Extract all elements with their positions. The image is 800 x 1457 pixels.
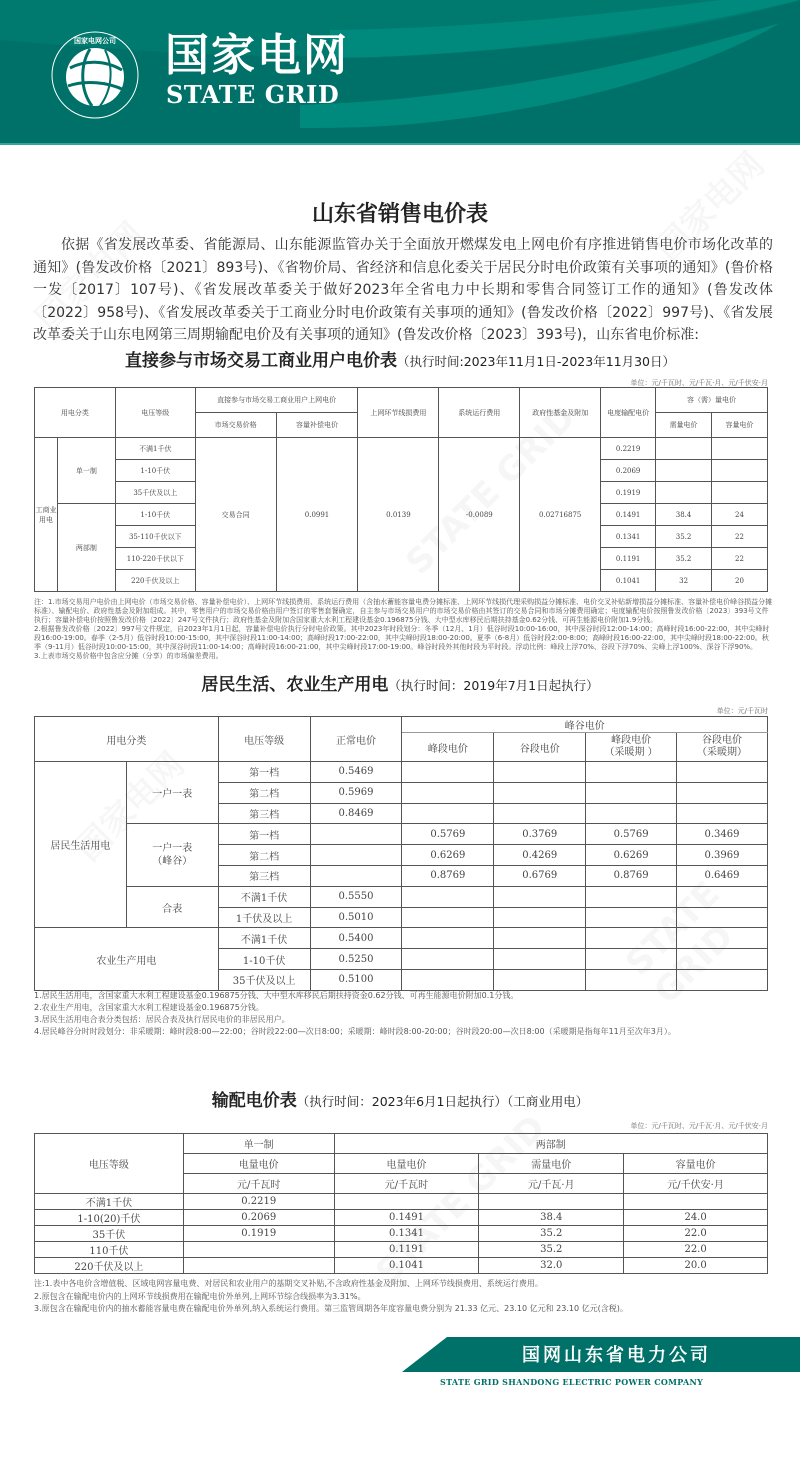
valley-cell: 0.3769 <box>494 824 586 845</box>
demand-cell: 32.0 <box>479 1258 624 1274</box>
transmission-cell: 0.1041 <box>601 570 656 592</box>
normal-cell: 0.5550 <box>310 886 402 907</box>
demand-cell: 35.2 <box>479 1242 624 1258</box>
capacity-cell: 22 <box>712 548 768 570</box>
peak-heating-cell <box>586 969 677 990</box>
header-peak: 峰段电价 <box>402 733 494 762</box>
single-cell: 0.1919 <box>183 1226 334 1242</box>
line-loss-cell: 0.0139 <box>358 438 439 592</box>
valley-heating-cell <box>677 762 768 783</box>
valley-heating-cell <box>677 782 768 803</box>
normal-cell: 0.5400 <box>310 928 402 949</box>
demand-cell: 35.2 <box>656 548 712 570</box>
table1-unit: 单位：元/千瓦时、元/千瓦·月、元/千伏安·月 <box>630 379 768 387</box>
peak-heating-cell <box>586 907 677 928</box>
header-gov-fund: 政府性基金及附加 <box>520 388 601 438</box>
demand-cell: 35.2 <box>479 1226 624 1242</box>
header-unit-kw-month: 元/千瓦·月 <box>479 1174 624 1194</box>
header-unit-kva-month: 元/千伏安·月 <box>624 1174 768 1194</box>
valley-cell <box>494 782 586 803</box>
table1-notes <box>34 598 774 661</box>
peak-cell <box>402 928 494 949</box>
table-row <box>35 438 768 460</box>
peak-cell <box>402 907 494 928</box>
table2-period: （执行时间：2019年7月1日起执行） <box>388 678 599 693</box>
table2-heading <box>0 670 800 695</box>
valley-cell <box>494 949 586 970</box>
voltage-cell: 不满1千伏 <box>35 1194 184 1210</box>
header-unit-kwh: 元/千瓦时 <box>183 1174 334 1194</box>
energy-cell <box>334 1194 479 1210</box>
header-demand: 需量电价 <box>479 1154 624 1174</box>
capacity-cell: 20 <box>712 570 768 592</box>
header-single-energy: 电量电价 <box>183 1154 334 1174</box>
demand-cell: 38.4 <box>479 1210 624 1226</box>
footer-company-cn: 国网山东省电力公司 <box>522 1345 711 1366</box>
note-item: 注：1.市场交易用户电价由上网电价（市场交易价格、容量补偿电价）、上网环节线损费用、系统运行费用（含抽水蓄能容量电费分摊标准、上网环节线损代理采购损益分摊标准、电价交叉补贴新增损益分摊标准、容量补偿电价峰谷损益分摊标准）、输配电价、政府性基金及附加组成。其中，零售用户的市场交易价格由用户签订的零售套餐确定，自主参与市场交易用户的市场交易价格由其签订的交易合同和市场分摊费用确定；电度输配电价按照鲁发改价格〔2023〕393号文件执行；容量补偿电价按照鲁发改价格〔2022〕247号文件执行；政府性基金及附加含国家重大水利工程建设基金0.196875分钱、大中型水库移民后期扶持基金0.62分钱、可再生能源电价附加1.9分钱。 <box>34 598 773 624</box>
voltage-cell: 35千伏 <box>35 1226 184 1242</box>
valley-cell <box>494 928 586 949</box>
table3-title: 输配电价表 <box>211 1091 297 1111</box>
valley-heating-cell <box>677 969 768 990</box>
note-item: 2.根据鲁发改价格〔2022〕997号文件规定，自2023年1月1日起，容量补偿电价执行分时电价政策。其中2023年时段划分：冬季（12月、1月）低谷时段10:00-16:00，其中深谷时段12:00-14:00；高峰时段16:00-22:00，其中尖峰时段16:00-19:00。春季（2-5月）低谷时段10:00-15:00，其中深谷时段11:00-14:00；高峰时段17:00-22:00，其中尖峰时段18:00-20:00。夏季（6-8月）低谷时段2:00-8:00；高峰时段16:00-22:00，其中尖峰时段18:00-22:00。秋季（9-11月）低谷时段10:00-15:00，其中深谷时段11:00-14:00；高峰时段16:00-21:00，其中尖峰时段17:00-19:00。峰谷时段外其他时段为平时段。浮动比例：峰段上浮70%、谷段下浮70%、尖峰上浮100%、深谷下浮90%。 <box>34 625 770 651</box>
valley-cell <box>494 969 586 990</box>
sub-two-part: 两部制 <box>57 504 115 592</box>
table2-notes <box>34 990 774 1038</box>
transmission-cell: 0.2069 <box>601 460 656 482</box>
svg-text:国家电网公司: 国家电网公司 <box>74 37 116 45</box>
note-item: 3.原包含在输配电价内的抽水蓄能容量电费在输配电价外单列,纳入系统运行费用。第三监管周期各年度容量电费分别为 21.33 亿元、23.10 亿元和 23.10 亿元(含税)。 <box>34 1304 628 1313</box>
single-cell: 0.2219 <box>183 1194 334 1210</box>
voltage-cell: 不满1千伏 <box>218 886 310 907</box>
header-capacity: 容量电价 <box>624 1154 768 1174</box>
demand-cell: 35.2 <box>656 526 712 548</box>
peak-cell <box>402 949 494 970</box>
voltage-cell: 不满1千伏 <box>218 928 310 949</box>
note-item: 2.农业生产用电，含国家重大水利工程建设基金0.196875分钱。 <box>34 1003 264 1012</box>
footer-company-en: STATE GRID SHANDONG ELECTRIC POWER COMPANY <box>440 1377 704 1387</box>
peak-heating-cell <box>586 782 677 803</box>
capacity-cell <box>712 482 768 504</box>
demand-cell <box>656 482 712 504</box>
table2-title: 居民生活、农业生产用电 <box>201 675 389 695</box>
header-transmission: 电度输配电价 <box>601 388 656 438</box>
voltage-cell: 35千伏及以上 <box>218 969 310 990</box>
header-voltage: 电压等级 <box>35 1134 184 1194</box>
header-cap-demand-group: 容（需）量电价 <box>656 388 768 413</box>
single-cell <box>183 1258 334 1274</box>
peak-heating-cell: 0.5769 <box>586 824 677 845</box>
note-item: 3.上表市场交易价格中包含应分摊（分享）的市场偏差费用。 <box>34 652 223 660</box>
table3-unit: 单位：元/千瓦时、元/千瓦·月、元/千伏安·月 <box>630 1122 768 1130</box>
table2-unit: 单位：元/千瓦时 <box>716 707 768 715</box>
table-row <box>35 886 768 907</box>
capacity-cell: 22 <box>712 526 768 548</box>
valley-cell <box>494 886 586 907</box>
voltage-cell: 第二档 <box>218 845 310 866</box>
peak-heating-cell <box>586 762 677 783</box>
header-system-op: 系统运行费用 <box>439 388 520 438</box>
normal-cell: 0.5250 <box>310 949 402 970</box>
valley-heating-cell <box>677 803 768 824</box>
peak-cell: 0.5769 <box>402 824 494 845</box>
capacity-cell <box>712 460 768 482</box>
table-row <box>35 1242 768 1258</box>
commercial-market-price-table <box>34 387 768 592</box>
demand-cell <box>656 460 712 482</box>
voltage-cell: 110千伏 <box>35 1242 184 1258</box>
valley-heating-cell: 0.3469 <box>677 824 768 845</box>
peak-heating-cell: 0.6269 <box>586 845 677 866</box>
normal-cell: 0.5969 <box>310 782 402 803</box>
voltage-cell: 35千伏及以上 <box>115 482 195 504</box>
system-op-cell: -0.0089 <box>439 438 520 592</box>
voltage-cell: 1-10(20)千伏 <box>35 1210 184 1226</box>
note-item: 2.原包含在输配电价内的上网环节线损费用在输配电价外单列,上网环节综合线损率为3.31%。 <box>34 1291 366 1301</box>
valley-heating-cell <box>677 928 768 949</box>
table1-period: （执行时间:2023年11月1日-2023年11月30日） <box>396 354 676 369</box>
valley-heating-cell <box>677 907 768 928</box>
transmission-cell: 0.2219 <box>601 438 656 460</box>
peak-cell <box>402 803 494 824</box>
capacity-cell: 22.0 <box>624 1226 768 1242</box>
peak-cell <box>402 762 494 783</box>
table3-heading <box>0 1086 800 1111</box>
note-item: 3.居民生活用电合表分类包括：居民合表及执行居民电价的非居民用户。 <box>34 1015 290 1024</box>
normal-cell <box>310 824 402 845</box>
capacity-cell: 24 <box>712 504 768 526</box>
voltage-cell: 35-110千伏以下 <box>115 526 195 548</box>
gov-fund-cell: 0.02716875 <box>520 438 601 592</box>
header-banner <box>0 0 800 145</box>
page-title: 山东省销售电价表 <box>311 202 488 227</box>
valley-cell: 0.4269 <box>494 845 586 866</box>
header-two-part: 两部制 <box>334 1134 767 1154</box>
table-row <box>35 1258 768 1274</box>
table-row <box>35 928 768 949</box>
table3-notes <box>34 1278 774 1316</box>
note-item: 1.居民生活用电，含国家重大水利工程建设基金0.196875分钱、大中型水库移民后期扶持资金0.62分钱、可再生能源电价附加0.1分钱。 <box>34 991 519 1000</box>
sub-combined: 合表 <box>126 886 218 928</box>
header-valley-heating: 谷段电价 （采暖期） <box>677 733 768 762</box>
sub-single: 单一制 <box>57 438 115 504</box>
header-normal: 正常电价 <box>310 717 402 762</box>
transmission-cell: 0.1919 <box>601 482 656 504</box>
voltage-cell: 第一档 <box>218 762 310 783</box>
category-commercial: 工商业用电 <box>35 438 58 592</box>
header-demand-price: 需量电价 <box>656 413 712 438</box>
energy-cell: 0.1491 <box>334 1210 479 1226</box>
peak-cell <box>402 782 494 803</box>
valley-heating-cell <box>677 886 768 907</box>
voltage-cell: 1-10千伏 <box>115 504 195 526</box>
demand-cell: 38.4 <box>656 504 712 526</box>
capacity-cell <box>624 1194 768 1210</box>
peak-cell <box>402 886 494 907</box>
voltage-cell: 第一档 <box>218 824 310 845</box>
peak-cell: 0.6269 <box>402 845 494 866</box>
capacity-comp-cell: 0.0991 <box>276 438 358 592</box>
table-row <box>35 762 768 783</box>
demand-cell <box>479 1194 624 1210</box>
voltage-cell: 第三档 <box>218 865 310 886</box>
table-row <box>35 1210 768 1226</box>
capacity-cell: 22.0 <box>624 1242 768 1258</box>
header-capacity-price: 容量电价 <box>712 413 768 438</box>
header-voltage: 电压等级 <box>115 388 195 438</box>
category-agricultural: 农业生产用电 <box>35 928 219 990</box>
banner-divider <box>0 143 800 145</box>
header-energy: 电量电价 <box>334 1154 479 1174</box>
normal-cell: 0.8469 <box>310 803 402 824</box>
transmission-cell: 0.1341 <box>601 526 656 548</box>
header-grid-price-group: 直接参与市场交易工商业用户上网电价 <box>195 388 358 413</box>
voltage-cell: 第三档 <box>218 803 310 824</box>
peak-cell <box>402 969 494 990</box>
voltage-cell: 220千伏及以上 <box>35 1258 184 1274</box>
residential-agricultural-price-table <box>34 716 768 991</box>
normal-cell <box>310 865 402 886</box>
header-valley: 谷段电价 <box>494 733 586 762</box>
market-price-cell: 交易合同 <box>195 438 276 592</box>
transmission-cell: 0.1191 <box>601 548 656 570</box>
voltage-cell: 1-10千伏 <box>115 460 195 482</box>
sub-one-meter-tou: 一户一表 （峰谷） <box>126 824 218 886</box>
transmission-price-table <box>34 1133 768 1274</box>
voltage-cell: 1-10千伏 <box>218 949 310 970</box>
header-tou-group: 峰谷电价 <box>402 717 768 733</box>
single-cell <box>183 1242 334 1258</box>
valley-cell: 0.6769 <box>494 865 586 886</box>
normal-cell: 0.5100 <box>310 969 402 990</box>
energy-cell: 0.1341 <box>334 1226 479 1242</box>
logo-chinese-text: 国家电网 <box>165 30 349 81</box>
capacity-cell: 24.0 <box>624 1210 768 1226</box>
header-category: 用电分类 <box>35 388 116 438</box>
voltage-cell: 220千伏及以上 <box>115 570 195 592</box>
state-grid-emblem-icon <box>50 30 140 120</box>
voltage-cell: 1千伏及以上 <box>218 907 310 928</box>
header-voltage: 电压等级 <box>218 717 310 762</box>
capacity-cell <box>712 438 768 460</box>
table-row <box>35 824 768 845</box>
header-unit-kwh: 元/千瓦时 <box>334 1174 479 1194</box>
energy-cell: 0.1041 <box>334 1258 479 1274</box>
note-item: 注:1.表中各电价含增值税、区域电网容量电费、对居民和农业用户的基期交叉补贴,不含政府性基金及附加、上网环节线损费用、系统运行费用。 <box>34 1279 543 1288</box>
voltage-cell: 第二档 <box>218 782 310 803</box>
demand-cell <box>656 438 712 460</box>
valley-heating-cell <box>677 949 768 970</box>
valley-cell <box>494 762 586 783</box>
normal-cell: 0.5010 <box>310 907 402 928</box>
header-single: 单一制 <box>183 1134 334 1154</box>
category-residential: 居民生活用电 <box>35 762 127 928</box>
valley-heating-cell: 0.3969 <box>677 845 768 866</box>
valley-heating-cell: 0.6469 <box>677 865 768 886</box>
capacity-cell: 20.0 <box>624 1258 768 1274</box>
header-category: 用电分类 <box>35 717 219 762</box>
header-capacity-comp: 容量补偿电价 <box>276 413 358 438</box>
header-line-loss: 上网环节线损费用 <box>358 388 439 438</box>
peak-heating-cell <box>586 886 677 907</box>
note-item: 4.居民峰谷分时时段划分：非采暖期：峰时段8:00—22:00；谷时段22:00—次日8:00；采暖期：峰时段8:00-20:00；谷时段20:00—次日8:00（采暖期是指每年11月至次年3月）。 <box>34 1027 676 1036</box>
table1-title: 直接参与市场交易工商业用户电价表 <box>124 351 397 371</box>
normal-cell <box>310 845 402 866</box>
intro-paragraph: 依据《省发展改革委、省能源局、山东能源监管办关于全面放开燃煤发电上网电价有序推进销售电价市场化改革的通知》(鲁发改价格〔2021〕893号)、《省物价局、省经济和信息化委关于居民分时电价政策有关事项的通知》(鲁价格一发〔2017〕107号)、《省发展改革委关于做好2023年全省电力中长期和零售合同签订工作的通知》(鲁发改体〔2022〕958号)、《省发展改革委关于工商业分时电价政策有关事项的通知》(鲁发改价格〔2022〕997号)、《省发展改革委关于山东电网第三周期输配电价及有关事项的通知》(鲁发改价格〔2023〕393号)，山东省电价标准: <box>33 237 773 343</box>
peak-heating-cell <box>586 803 677 824</box>
voltage-cell: 不满1千伏 <box>115 438 195 460</box>
table3-period: （执行时间：2023年6月1日起执行）（工商业用电） <box>296 1094 589 1109</box>
valley-cell <box>494 803 586 824</box>
table-row <box>35 1226 768 1242</box>
energy-cell: 0.1191 <box>334 1242 479 1258</box>
header-peak-heating: 峰段电价 （采暖期 ） <box>586 733 677 762</box>
voltage-cell: 110-220千伏以下 <box>115 548 195 570</box>
sub-one-meter: 一户一表 <box>126 762 218 824</box>
demand-cell: 32 <box>656 570 712 592</box>
transmission-cell: 0.1491 <box>601 504 656 526</box>
peak-heating-cell <box>586 928 677 949</box>
valley-cell <box>494 907 586 928</box>
single-cell: 0.2069 <box>183 1210 334 1226</box>
peak-heating-cell: 0.8769 <box>586 865 677 886</box>
logo-english-text: STATE GRID <box>166 80 340 109</box>
peak-cell: 0.8769 <box>402 865 494 886</box>
table1-heading <box>0 346 800 371</box>
normal-cell: 0.5469 <box>310 762 402 783</box>
table-row <box>35 1194 768 1210</box>
peak-heating-cell <box>586 949 677 970</box>
header-market-price: 市场交易价格 <box>195 413 276 438</box>
